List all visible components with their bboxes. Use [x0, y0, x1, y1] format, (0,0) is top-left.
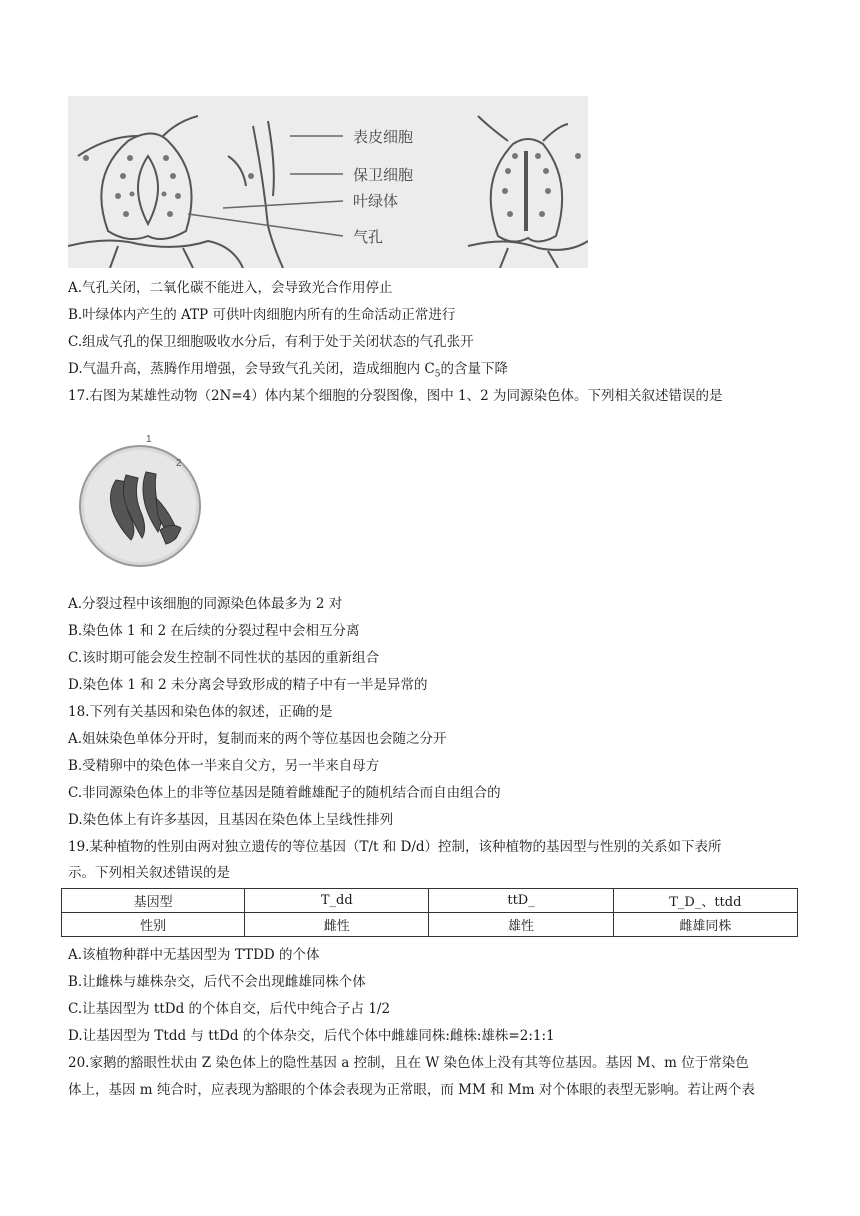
genotype-sex-table [61, 888, 798, 937]
table-cell: 雌性 [245, 913, 429, 937]
table-row [62, 913, 798, 937]
table-cell: T_dd [245, 889, 429, 913]
q17-stem: 17.右图为某雄性动物（2N=4）体内某个细胞的分裂图像，图中 1、2 为同源染色体。下列相关叙述错误的是 [68, 388, 723, 404]
table-cell: ttD_ [429, 889, 613, 913]
q19-stem-line1: 19.某种植物的性别由两对独立遗传的等位基因（T/t 和 D/d）控制，该种植物的基因型与性别的关系如下表所 [68, 839, 722, 855]
q17-option-b: B.染色体 1 和 2 在后续的分裂过程中会相互分离 [68, 623, 360, 639]
q17-option-a: A.分裂过程中该细胞的同源染色体最多为 2 对 [68, 596, 343, 612]
q16-option-a: A.气孔关闭，二氧化碳不能进入，会导致光合作用停止 [68, 280, 393, 296]
q18-option-b: B.受精卵中的染色体一半来自父方，另一半来自母方 [68, 758, 380, 774]
table-cell: T_D_、ttdd [613, 889, 797, 913]
chromosome-label-1: 1 [146, 434, 152, 445]
cell-division-diagram [76, 420, 202, 580]
table-row [62, 889, 798, 913]
q16-option-b: B.叶绿体内产生的 ATP 可供叶肉细胞内所有的生命活动正常进行 [68, 307, 456, 323]
q18-option-c: C.非同源染色体上的非等位基因是随着雌雄配子的随机结合而自由组合的 [68, 785, 501, 801]
q19-option-b: B.让雌株与雄株杂交，后代不会出现雌雄同株个体 [68, 974, 366, 990]
chromosome-label-2: 2 [176, 458, 182, 469]
q17-option-d: D.染色体 1 和 2 未分离会导致形成的精子中有一半是异常的 [68, 677, 428, 693]
q20-stem-line2: 体上，基因 m 纯合时，应表现为豁眼的个体会表现为正常眼，而 MM 和 Mm 对个体眼的表型无影响。若让两个表 [68, 1082, 755, 1098]
table-cell: 性别 [62, 913, 245, 937]
label-guard-cell: 保卫细胞 [353, 167, 414, 184]
q16-option-c: C.组成气孔的保卫细胞吸收水分后，有利于处于关闭状态的气孔张开 [68, 334, 474, 350]
q18-option-a: A.姐妹染色单体分开时，复制而来的两个等位基因也会随之分开 [68, 731, 447, 747]
table-cell: 基因型 [62, 889, 245, 913]
table-cell: 雌雄同株 [613, 913, 797, 937]
label-epidermal-cell: 表皮细胞 [353, 129, 414, 146]
q17-option-c: C.该时期可能会发生控制不同性状的基因的重新组合 [68, 650, 380, 666]
stomata-diagram [68, 96, 588, 268]
q20-stem-line1: 20.家鹅的豁眼性状由 Z 染色体上的隐性基因 a 控制，且在 W 染色体上没有其等位基因。基因 M、m 位于常染色 [68, 1055, 749, 1071]
q19-option-c: C.让基因型为 ttDd 的个体自交，后代中纯合子占 1/2 [68, 1001, 391, 1017]
q19-option-a: A.该植物种群中无基因型为 TTDD 的个体 [68, 947, 320, 963]
q19-stem-line2: 示。下列相关叙述错误的是 [68, 865, 230, 881]
q16-option-d: D.气温升高，蒸腾作用增强，会导致气孔关闭，造成细胞内 $C_5$的含量下降 [68, 361, 508, 380]
label-stoma: 气孔 [353, 229, 384, 246]
table-cell: 雄性 [429, 913, 613, 937]
q19-option-d: D.让基因型为 Ttdd 与 ttDd 的个体杂交，后代个体中雌雄同株:雌株:雄株=2:1:1 [68, 1028, 555, 1044]
q18-stem: 18.下列有关基因和染色体的叙述，正确的是 [68, 704, 333, 720]
label-chloroplast: 叶绿体 [353, 193, 399, 210]
q18-option-d: D.染色体上有许多基因，且基因在染色体上呈线性排列 [68, 812, 394, 828]
